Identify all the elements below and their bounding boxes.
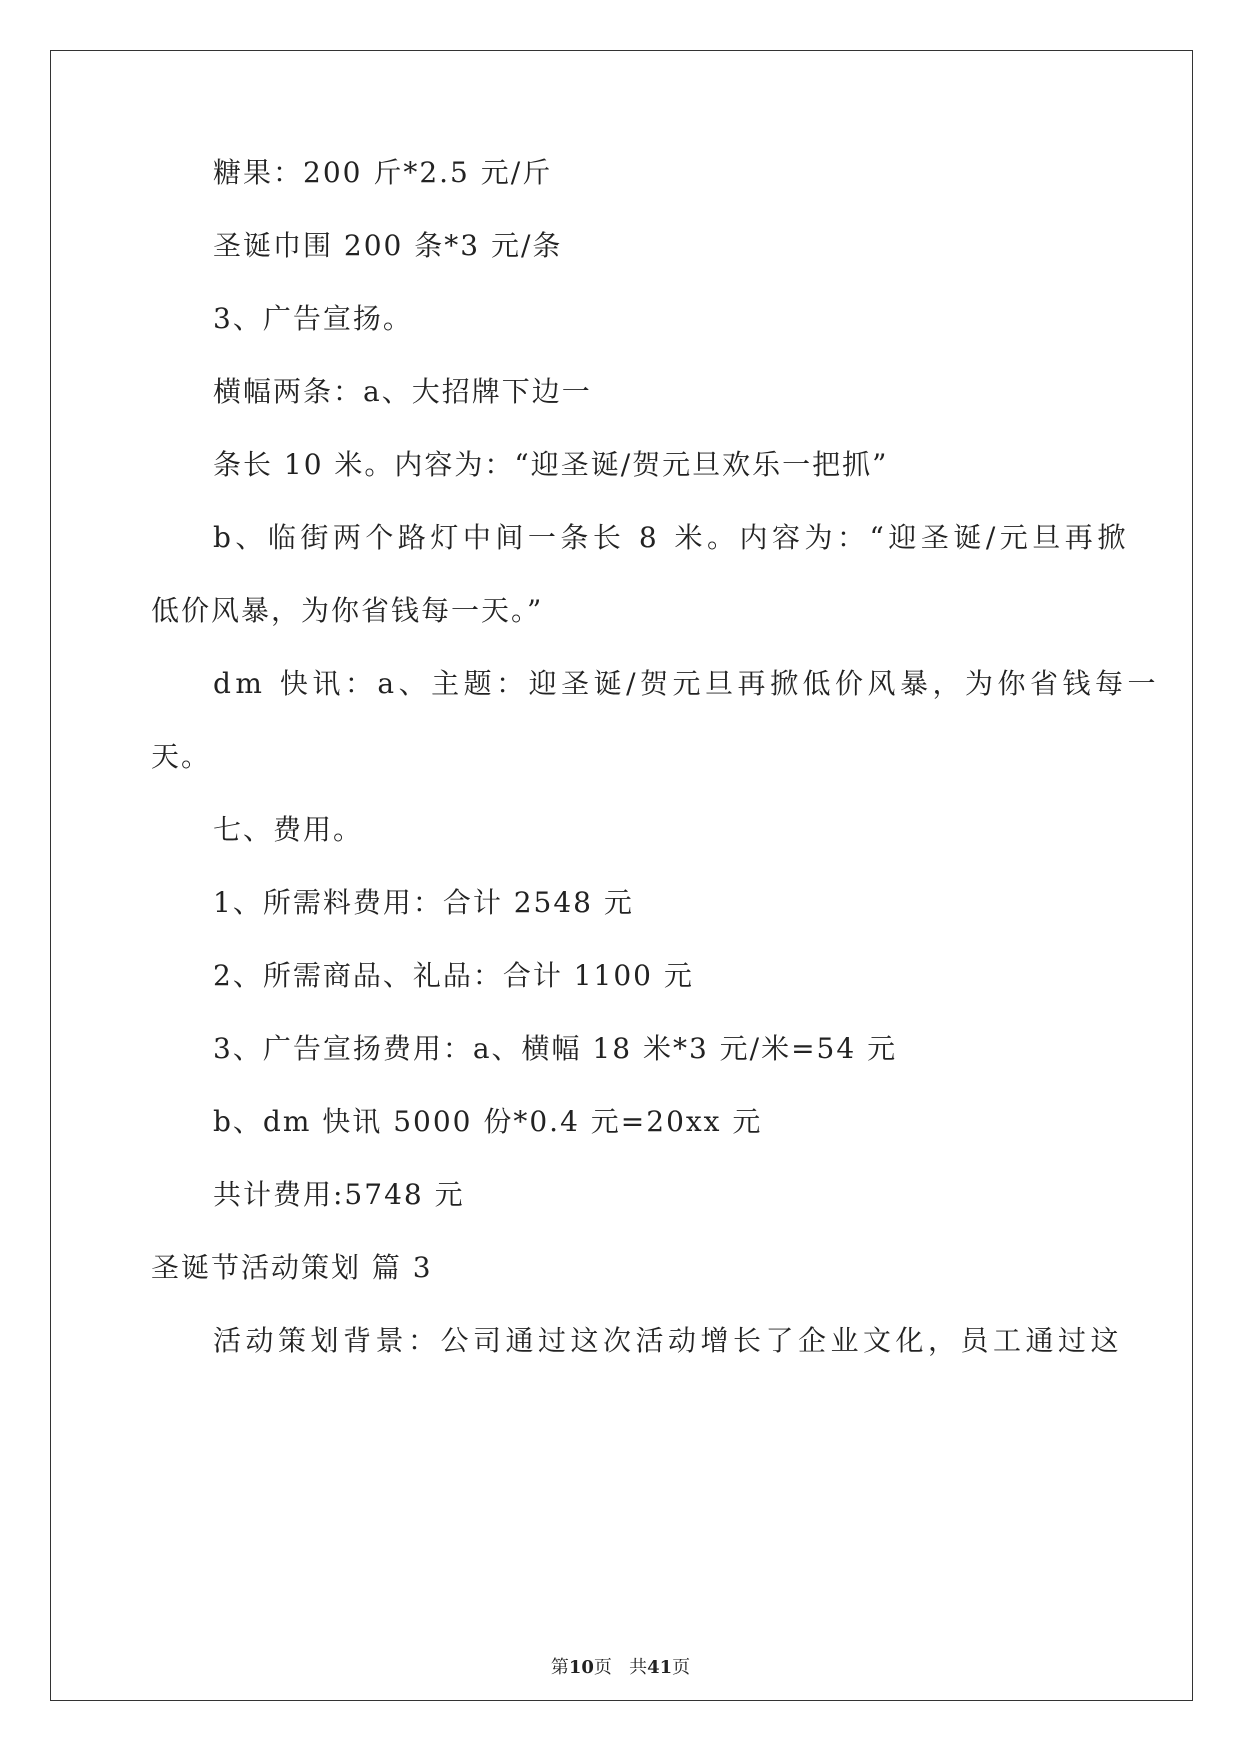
- text-line: 共计费用:5748 元: [213, 1178, 465, 1211]
- text-line: 1、所需料费用：合计 2548 元: [213, 886, 634, 919]
- text-line: 低价风暴，为你省钱每一天。”: [151, 594, 544, 627]
- text-line: 天。: [151, 740, 212, 773]
- text-line: 3、广告宣扬费用：a、横幅 18 米*3 元/米=54 元: [213, 1032, 898, 1065]
- footer-page-unit: 页: [593, 1657, 612, 1678]
- footer-total-unit: 页: [672, 1657, 691, 1678]
- article-title: 圣诞节活动策划 篇 3: [151, 1251, 433, 1284]
- text-line: b、临街两个路灯中间一条长 8 米。内容为：“迎圣诞/元旦再掀: [213, 521, 1130, 554]
- text-line: 2、所需商品、礼品：合计 1100 元: [213, 959, 694, 992]
- text-line: 活动策划背景：公司通过这次活动增长了企业文化，员工通过这: [213, 1324, 1124, 1357]
- text-line: 3、广告宣扬。: [213, 302, 413, 335]
- text-line: 糖果：200 斤*2.5 元/斤: [213, 156, 553, 189]
- text-line: 圣诞巾围 200 条*3 元/条: [213, 229, 563, 262]
- page-footer: [0, 1656, 1241, 1680]
- text-line: 横幅两条：a、大招牌下边一: [213, 375, 592, 408]
- text-line: 条长 10 米。内容为：“迎圣诞/贺元旦欢乐一把抓”: [213, 448, 889, 481]
- section-heading: 七、费用。: [213, 813, 364, 846]
- total-pages-number: 41: [647, 1657, 673, 1678]
- current-page-number: 10: [568, 1657, 594, 1678]
- footer-total-prefix: 共: [629, 1657, 648, 1678]
- footer-prefix: 第: [550, 1657, 569, 1678]
- text-line: b、dm 快讯 5000 份*0.4 元=20xx 元: [213, 1105, 763, 1138]
- text-line: dm 快讯：a、主题：迎圣诞/贺元旦再掀低价风暴，为你省钱每一: [213, 667, 1161, 700]
- page-border: [50, 50, 1193, 1701]
